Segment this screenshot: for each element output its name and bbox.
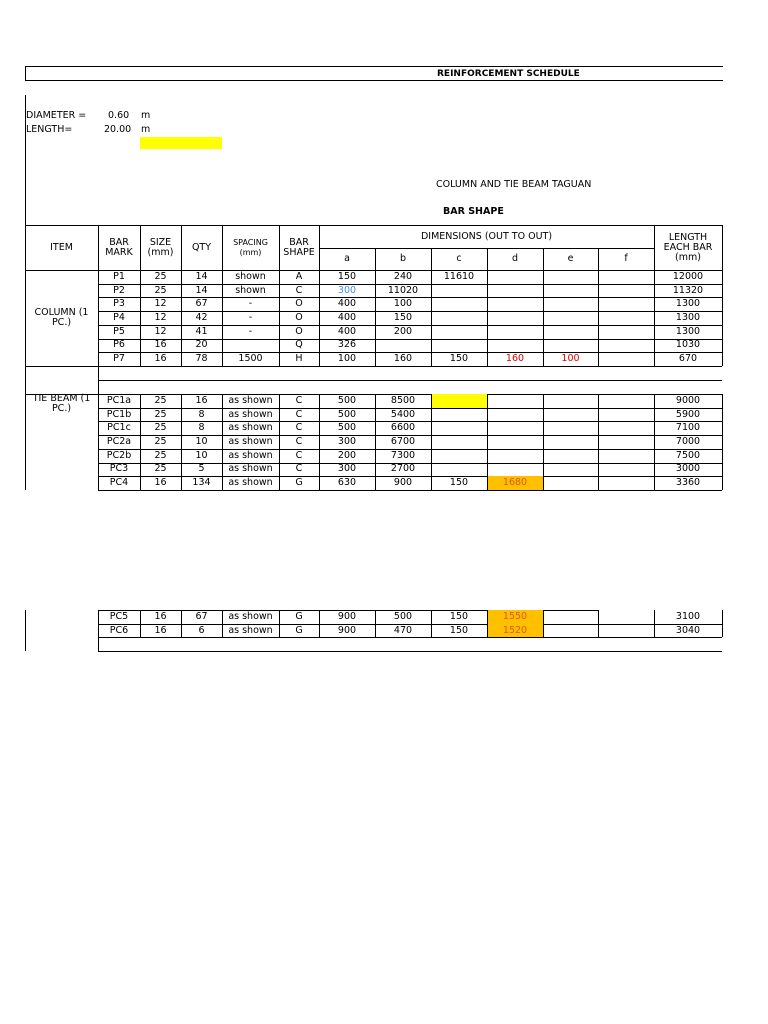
spacer-line (98, 380, 722, 381)
length-each-bar: 9000 (675, 394, 701, 406)
bar-mark: P1 (113, 270, 125, 282)
bar-mark: P7 (113, 353, 125, 365)
dim-f (598, 476, 654, 490)
bar-mark: PC3 (109, 463, 129, 475)
dim-f (598, 311, 654, 325)
col-line (181, 394, 182, 490)
dim-b: 8500 (390, 394, 416, 406)
size: 25 (154, 284, 167, 296)
size: 16 (154, 477, 167, 489)
qty: 10 (195, 449, 208, 461)
dim-c (431, 421, 487, 435)
dim-e (543, 435, 598, 449)
header-item: ITEM (50, 241, 73, 253)
length-each-bar: 7100 (675, 422, 701, 434)
dim-c (431, 408, 487, 422)
size: 25 (154, 449, 167, 461)
highlight-cell (140, 137, 222, 149)
dim-c (431, 325, 487, 339)
length-each-bar: 5900 (675, 408, 701, 420)
dim-d: 1520 (487, 624, 543, 638)
dim-e (543, 284, 598, 298)
spacing: as shown (228, 477, 273, 489)
length-each-bar: 7500 (675, 449, 701, 461)
col-line (431, 610, 432, 637)
size: 12 (154, 298, 167, 310)
col-line (319, 270, 320, 366)
bar-shape: O (295, 325, 303, 337)
dim-f (598, 610, 654, 624)
dim-b: 100 (393, 298, 413, 310)
dim-b: 150 (393, 311, 413, 323)
qty: 16 (195, 394, 208, 406)
dim-f (598, 435, 654, 449)
dim-b: 240 (393, 270, 413, 282)
spacing: shown (235, 270, 266, 282)
dim-e (543, 408, 598, 422)
dim-b: 7300 (390, 449, 416, 461)
header-qty: QTY (191, 241, 212, 253)
col-line (319, 394, 320, 490)
spacing: as shown (228, 449, 273, 461)
dim-d (487, 421, 543, 435)
col-line (722, 394, 723, 490)
spacing (222, 339, 279, 353)
col-line (279, 270, 280, 366)
dim-e (543, 476, 598, 490)
dim-a: 200 (337, 449, 357, 461)
col-line (98, 394, 99, 490)
dim-e (543, 610, 598, 624)
dim-e (543, 311, 598, 325)
dim-a: 900 (337, 610, 357, 622)
dim-a: 500 (337, 394, 357, 406)
dim-e (543, 339, 598, 353)
spacing: 1500 (238, 353, 263, 365)
col-line (279, 394, 280, 490)
qty: 14 (195, 270, 208, 282)
dim-e (543, 325, 598, 339)
dim-b: 11020 (387, 284, 419, 296)
dim-c: 150 (449, 477, 469, 489)
dim-a: 400 (337, 298, 357, 310)
dim-b: 5400 (390, 408, 416, 420)
size: 12 (154, 325, 167, 337)
dim-f (598, 421, 654, 435)
qty: 67 (195, 298, 208, 310)
dim-f (598, 284, 654, 298)
qty: 134 (192, 477, 211, 489)
dim-d: 160 (505, 353, 525, 365)
col-line (222, 610, 223, 637)
col-line (722, 610, 723, 637)
qty: 78 (195, 353, 208, 365)
size: 25 (154, 408, 167, 420)
dim-c (431, 311, 487, 325)
qty: 8 (198, 422, 205, 434)
dim-b: 6600 (390, 422, 416, 434)
dim-a: 300 (337, 435, 357, 447)
col-line (654, 270, 655, 366)
bar-shape: A (295, 270, 303, 282)
dim-a: 300 (337, 463, 357, 475)
col-line (722, 270, 723, 366)
spacing: - (248, 298, 253, 310)
header-bar-mark: BAR MARK (105, 236, 133, 258)
dim-b: 470 (393, 624, 413, 636)
size: 16 (154, 624, 167, 636)
diameter-unit: m (141, 110, 151, 121)
col-line (654, 394, 655, 490)
group-label-column: COLUMN (1 PC.) (34, 306, 89, 328)
dim-c (431, 297, 487, 311)
col-line (543, 394, 544, 490)
dim-a: 150 (337, 270, 357, 282)
lower-bottom-line (98, 651, 722, 652)
col-line (222, 394, 223, 490)
qty: 6 (198, 624, 205, 636)
size: 25 (154, 270, 167, 282)
dim-d (487, 449, 543, 463)
length-each-bar: 1030 (675, 339, 701, 351)
spacing: as shown (228, 435, 273, 447)
dim-c (431, 394, 487, 408)
dim-c (431, 449, 487, 463)
header-dim-c: c (456, 253, 462, 264)
bar-mark: P2 (113, 284, 125, 296)
size: 25 (154, 394, 167, 406)
length-each-bar: 11320 (672, 284, 704, 296)
dim-f (598, 352, 654, 366)
bar-shape: G (295, 610, 303, 622)
group-line (25, 366, 98, 367)
dim-a: 400 (337, 311, 357, 323)
bar-mark: P5 (113, 325, 125, 337)
length-each-bar: 3000 (675, 463, 701, 475)
diameter-label: DIAMETER = (26, 110, 87, 121)
qty: 42 (195, 311, 208, 323)
col-line (140, 610, 141, 637)
dim-e (543, 297, 598, 311)
dim-f (598, 449, 654, 463)
bar-mark: P6 (113, 339, 125, 351)
col-line (375, 394, 376, 490)
dim-a: 500 (337, 408, 357, 420)
qty: 41 (195, 325, 208, 337)
col-line (431, 394, 432, 490)
col-line (140, 270, 141, 366)
col-line (319, 610, 320, 637)
bar-shape: G (295, 624, 303, 636)
dim-e (543, 449, 598, 463)
spacing: as shown (228, 610, 273, 622)
dim-b: 200 (393, 325, 413, 337)
dim-e (543, 270, 598, 284)
dim-e (543, 463, 598, 477)
bar-mark: P4 (113, 311, 125, 323)
dim-f (598, 624, 654, 638)
dim-e (543, 421, 598, 435)
header-length: LENGTH EACH BAR (mm) (663, 231, 713, 263)
bar-shape: C (295, 449, 303, 461)
dim-f (598, 270, 654, 284)
bar-shape: H (295, 353, 303, 365)
bar-shape: C (295, 422, 303, 434)
dim-a: 400 (337, 325, 357, 337)
col-line (431, 270, 432, 366)
dim-c: 150 (449, 624, 469, 636)
size: 25 (154, 435, 167, 447)
size: 25 (154, 422, 167, 434)
dim-a: 500 (337, 422, 357, 434)
spacer-left-line (25, 366, 26, 394)
dim-d (487, 394, 543, 408)
lower-left-line (25, 610, 26, 651)
dim-e (543, 624, 598, 638)
header-dim-b: b (399, 253, 407, 264)
length-unit: m (141, 124, 151, 135)
length-each-bar: 1300 (675, 311, 701, 323)
dim-c: 150 (449, 353, 469, 365)
length-each-bar: 12000 (672, 270, 704, 282)
bar-mark: PC2a (106, 435, 132, 447)
col-line (598, 270, 599, 366)
col-line (543, 270, 544, 366)
col-line (543, 610, 544, 637)
spacing: as shown (228, 394, 273, 406)
header-spacing: SPACING (mm) (233, 237, 268, 257)
qty: 20 (195, 339, 208, 351)
size: 12 (154, 311, 167, 323)
col-line (598, 610, 599, 637)
dim-d (487, 311, 543, 325)
bar-shape-heading: BAR SHAPE (443, 206, 504, 217)
length-each-bar: 3040 (675, 624, 701, 636)
size: 16 (154, 353, 167, 365)
dim-d (487, 297, 543, 311)
row-line (98, 637, 722, 638)
qty: 14 (195, 284, 208, 296)
dim-b: 160 (393, 353, 413, 365)
header-dimensions: DIMENSIONS (OUT TO OUT) (420, 230, 553, 242)
bar-mark: PC1c (107, 422, 131, 434)
col-line (181, 610, 182, 637)
dim-f (598, 394, 654, 408)
header-dim-a: a (344, 253, 350, 264)
header-dim-f: f (624, 253, 628, 264)
dim-a: 900 (337, 624, 357, 636)
bar-mark: P3 (113, 298, 125, 310)
spacing: as shown (228, 408, 273, 420)
page-title: REINFORCEMENT SCHEDULE (437, 69, 580, 79)
dim-c (431, 284, 487, 298)
dim-d (487, 435, 543, 449)
col-line (487, 270, 488, 366)
header-dim-d: d (511, 253, 519, 264)
length-each-bar: 7000 (675, 435, 701, 447)
dim-d (487, 270, 543, 284)
dim-a: 326 (337, 339, 357, 351)
dim-d (487, 284, 543, 298)
col-line (598, 394, 599, 490)
dim-f (598, 325, 654, 339)
size: 25 (154, 463, 167, 475)
length-each-bar: 3360 (675, 477, 701, 489)
lower-col-line (98, 637, 99, 651)
col-line (222, 270, 223, 366)
col-line (181, 270, 182, 366)
dim-b: 500 (393, 610, 413, 622)
spacing: as shown (228, 624, 273, 636)
dim-a: 300 (337, 284, 357, 296)
dim-b: 900 (393, 477, 413, 489)
col-line (140, 394, 141, 490)
dim-b: 2700 (390, 463, 416, 475)
col-line (487, 610, 488, 637)
bar-shape: O (295, 311, 303, 323)
dim-d (487, 325, 543, 339)
length-each-bar: 1300 (675, 298, 701, 310)
header-dim-e: e (567, 253, 574, 264)
dim-c (431, 339, 487, 353)
bar-shape: O (295, 298, 303, 310)
qty: 5 (198, 463, 205, 475)
dim-e (543, 394, 598, 408)
spacing: - (248, 311, 253, 323)
col-line (98, 270, 99, 366)
length-value: 20.00 (104, 124, 132, 135)
qty: 10 (195, 435, 208, 447)
col-line (375, 610, 376, 637)
dim-c: 150 (449, 610, 469, 622)
dim-f (598, 408, 654, 422)
dim-f (598, 463, 654, 477)
dim-a: 100 (337, 353, 357, 365)
dim-b (375, 339, 431, 353)
col-line (375, 270, 376, 366)
col-line (487, 394, 488, 490)
bar-mark: PC4 (109, 477, 129, 489)
dim-c (431, 463, 487, 477)
bar-shape: C (295, 435, 303, 447)
bar-shape: G (295, 477, 303, 489)
diameter-value: 0.60 (108, 110, 130, 121)
dim-f (598, 339, 654, 353)
size: 16 (154, 610, 167, 622)
spacing: - (248, 325, 253, 337)
qty: 67 (195, 610, 208, 622)
spacing: shown (235, 284, 266, 296)
dim-c (431, 435, 487, 449)
header-size: SIZE (mm) (147, 236, 174, 258)
bar-shape: C (295, 408, 303, 420)
dim-d: 1550 (487, 610, 543, 624)
dim-f (598, 297, 654, 311)
dim-d: 1680 (487, 476, 543, 490)
row-line (98, 490, 722, 491)
bar-mark: PC1a (106, 394, 132, 406)
dim-d (487, 339, 543, 353)
title-bar (25, 66, 723, 81)
bar-mark: PC5 (109, 610, 129, 622)
length-each-bar: 3100 (675, 610, 701, 622)
subtitle: COLUMN AND TIE BEAM TAGUAN (436, 179, 592, 190)
length-each-bar: 1300 (675, 325, 701, 337)
col-line (654, 610, 655, 637)
dim-d (487, 408, 543, 422)
length-each-bar: 670 (678, 353, 698, 365)
spacing: as shown (228, 422, 273, 434)
group-label-tie-beam: TIE BEAM (1 PC.) (32, 393, 91, 414)
header-bar-shape: BAR SHAPE (283, 236, 315, 258)
bar-shape: C (295, 463, 303, 475)
bar-mark: PC6 (109, 624, 129, 636)
header-col-line (722, 225, 723, 270)
bar-mark: PC2b (106, 449, 132, 461)
bar-shape: C (295, 394, 303, 406)
dim-b: 6700 (390, 435, 416, 447)
row-line (98, 366, 722, 367)
bar-shape: Q (295, 339, 303, 351)
dim-c: 11610 (443, 270, 475, 282)
dim-e: 100 (561, 353, 580, 365)
col-line (98, 610, 99, 637)
length-label: LENGTH= (26, 124, 73, 135)
spacing: as shown (228, 463, 273, 475)
dim-a: 630 (337, 477, 357, 489)
bar-shape: C (295, 284, 303, 296)
bar-mark: PC1b (106, 408, 132, 420)
col-line (279, 610, 280, 637)
dim-d (487, 463, 543, 477)
qty: 8 (198, 408, 205, 420)
size: 16 (154, 339, 167, 351)
